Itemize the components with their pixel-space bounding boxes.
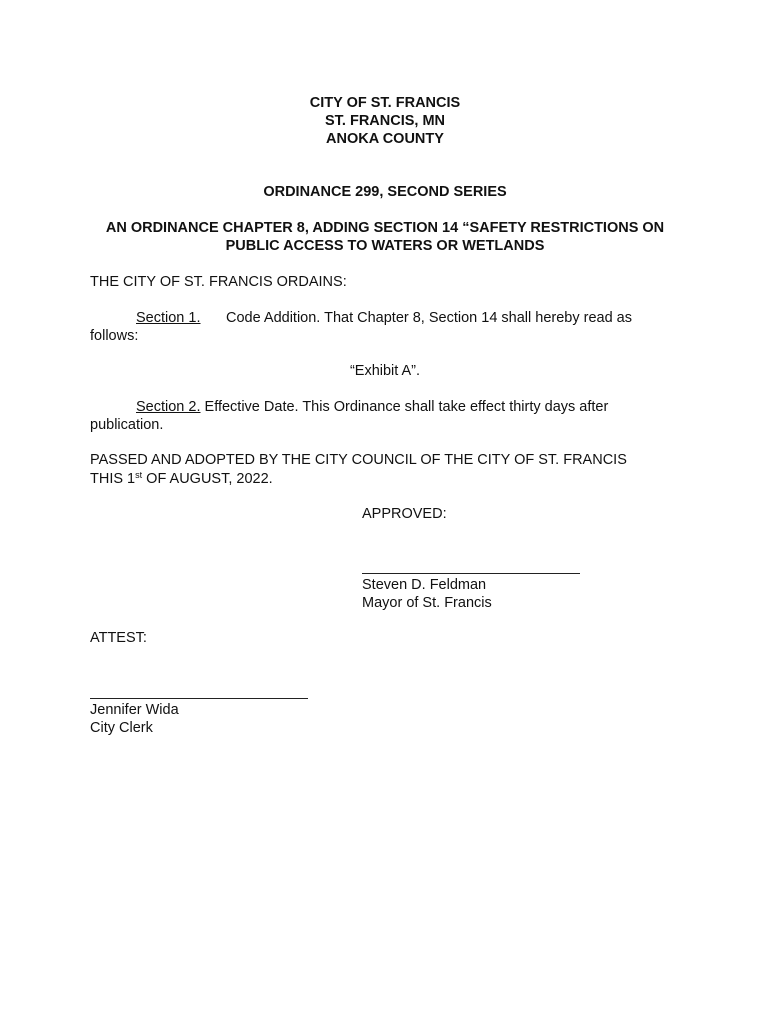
header-county: ANOKA COUNTY — [326, 131, 444, 147]
header-city: CITY OF ST. FRANCIS — [309, 95, 461, 111]
subtitle-line-2: PUBLIC ACCESS TO WATERS OR WETLANDS — [225, 238, 545, 254]
clerk-name: Jennifer Wida — [90, 702, 179, 718]
passed-ordinal: st — [135, 470, 143, 480]
mayor-title: Mayor of St. Francis — [362, 595, 492, 611]
exhibit-reference: “Exhibit A”. — [349, 363, 421, 379]
section-2-continuation: publication. — [90, 417, 164, 433]
passed-line-1: PASSED AND ADOPTED BY THE CITY COUNCIL OF THE CITY OF ST. FRANCIS — [90, 452, 627, 468]
section-1-continuation: follows: — [90, 328, 139, 344]
section-2-line — [136, 399, 608, 415]
passed-prefix: THIS 1 — [90, 471, 136, 487]
section-1-text: Code Addition. That Chapter 8, Section 14 shall hereby read as — [226, 310, 632, 326]
section-1-label: Section 1. — [136, 310, 201, 326]
clerk-signature-line — [90, 698, 308, 699]
passed-line-2 — [90, 470, 273, 487]
clerk-title: City Clerk — [90, 720, 153, 736]
header-location: ST. FRANCIS, MN — [324, 113, 446, 129]
attest-label: ATTEST: — [90, 630, 147, 646]
approved-label: APPROVED: — [362, 506, 447, 522]
mayor-signature-line — [362, 573, 580, 574]
section-2-label: Section 2. — [136, 399, 201, 415]
passed-suffix: OF AUGUST, 2022. — [142, 471, 273, 487]
ordinance-title: ORDINANCE 299, SECOND SERIES — [263, 184, 507, 200]
section-2-text: Effective Date. This Ordinance shall take effect thirty days after — [200, 399, 609, 415]
subtitle-line-1: AN ORDINANCE CHAPTER 8, ADDING SECTION 14 “SAFETY RESTRICTIONS ON — [105, 220, 665, 236]
mayor-name: Steven D. Feldman — [362, 577, 487, 593]
ordains-statement: THE CITY OF ST. FRANCIS ORDAINS: — [90, 274, 347, 290]
